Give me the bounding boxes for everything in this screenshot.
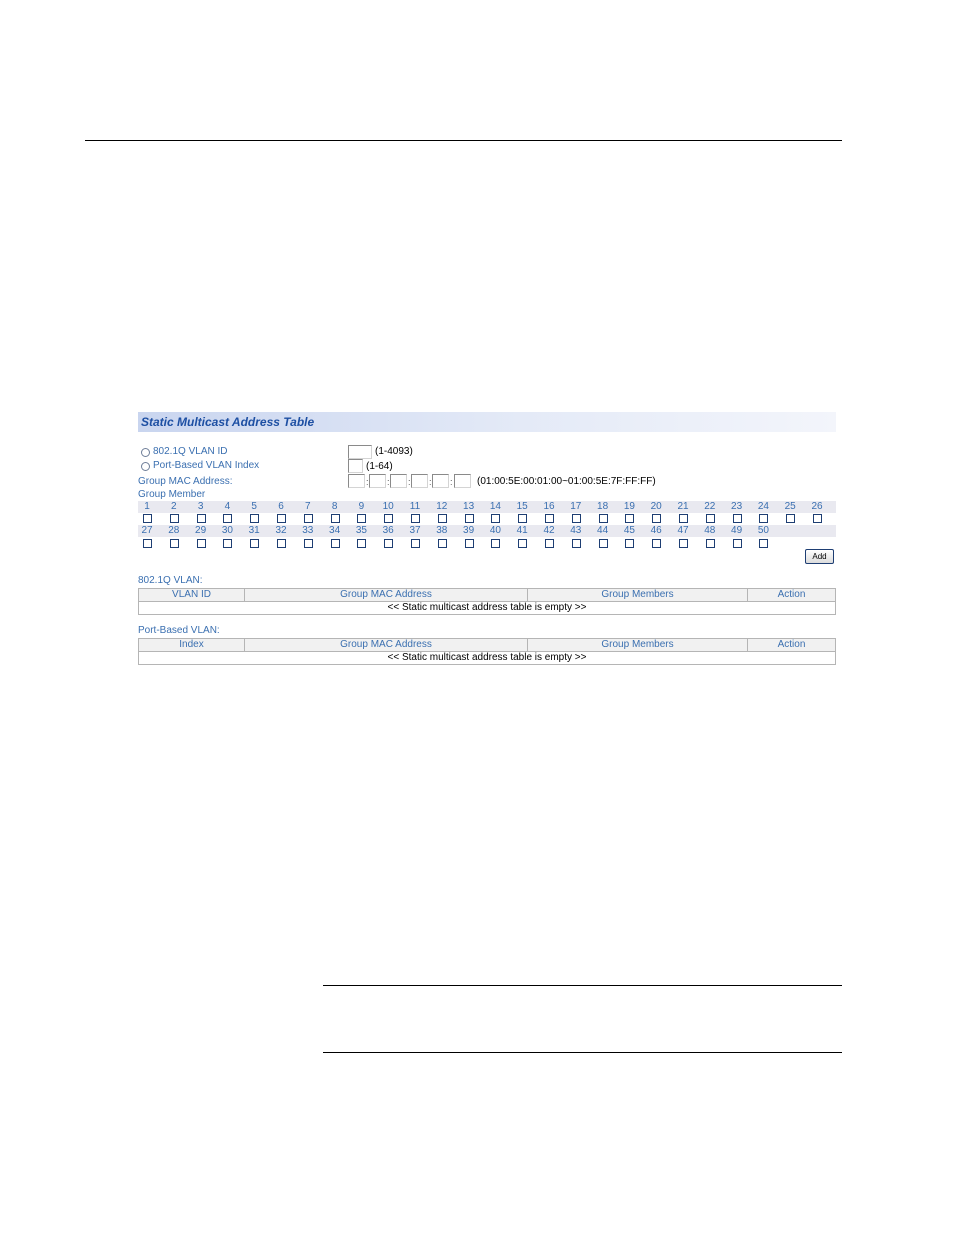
column-header-group-mac: Group MAC Address xyxy=(245,589,528,602)
mac-octet-3-input[interactable] xyxy=(390,474,407,488)
port-index-radio[interactable] xyxy=(141,462,150,471)
port-checkbox[interactable] xyxy=(170,514,179,523)
port-number-label: 40 xyxy=(489,525,501,536)
mac-separator: : xyxy=(366,477,369,487)
port-number-label: 38 xyxy=(436,525,448,536)
port-number-label: 16 xyxy=(543,501,555,512)
port-number-label: 7 xyxy=(305,501,311,512)
port-number-label: 21 xyxy=(677,501,689,512)
mac-separator: : xyxy=(408,477,411,487)
port-checkbox[interactable] xyxy=(384,539,393,548)
port-number-label: 35 xyxy=(355,525,367,536)
mac-octet-5-input[interactable] xyxy=(432,474,449,488)
port-number-label: 15 xyxy=(516,501,528,512)
mac-separator: : xyxy=(387,477,390,487)
mac-octet-6-input[interactable] xyxy=(454,474,471,488)
port-checkbox[interactable] xyxy=(411,539,420,548)
port-number-label: 39 xyxy=(463,525,475,536)
port-index-input[interactable] xyxy=(348,459,363,473)
port-checkbox[interactable] xyxy=(491,539,500,548)
port-checkbox[interactable] xyxy=(572,514,581,523)
port-number-label: 6 xyxy=(278,501,284,512)
port-checkbox[interactable] xyxy=(357,514,366,523)
port-number-label: 3 xyxy=(197,501,204,512)
port-number-label: 23 xyxy=(731,501,743,512)
vlan-id-input[interactable] xyxy=(348,445,372,459)
port-checkbox[interactable] xyxy=(759,539,768,548)
port-number-label: 22 xyxy=(704,501,716,512)
port-checkbox[interactable] xyxy=(438,539,447,548)
port-checkbox[interactable] xyxy=(223,514,232,523)
column-header-action: Action xyxy=(748,639,836,652)
port-index-range: (1-64) xyxy=(366,461,393,472)
mac-separator: : xyxy=(450,477,453,487)
port-checkbox[interactable] xyxy=(357,539,366,548)
vlan-multicast-table xyxy=(138,588,836,615)
port-checkbox[interactable] xyxy=(518,539,527,548)
port-number-label: 29 xyxy=(195,525,207,536)
add-button[interactable]: Add xyxy=(805,549,834,564)
port-number-label: 14 xyxy=(489,501,501,512)
port-checkbox[interactable] xyxy=(438,514,447,523)
port-checkbox[interactable] xyxy=(652,514,661,523)
port-number-label: 13 xyxy=(463,501,475,512)
title-bar xyxy=(138,412,836,432)
port-checkbox[interactable] xyxy=(197,539,206,548)
mac-address-label: Group MAC Address: xyxy=(138,476,233,487)
port-index-label: Port-Based VLAN Index xyxy=(153,460,260,471)
note-top-rule xyxy=(323,985,842,986)
port-checkbox[interactable] xyxy=(733,539,742,548)
vlan-table-label: 802.1Q VLAN: xyxy=(138,575,203,586)
header-rule xyxy=(85,140,842,141)
port-checkbox[interactable] xyxy=(599,539,608,548)
column-header-vlan-id: VLAN ID xyxy=(139,589,245,602)
port-number-label: 36 xyxy=(382,525,394,536)
port-number-label: 2 xyxy=(171,501,177,512)
column-header-action: Action xyxy=(748,589,836,602)
port-number-label: 42 xyxy=(543,525,555,536)
port-number-label: 50 xyxy=(757,525,769,536)
table-header-row xyxy=(139,589,836,602)
port-checkbox[interactable] xyxy=(545,539,554,548)
port-checkbox[interactable] xyxy=(491,514,500,523)
port-number-label: 47 xyxy=(677,525,689,536)
note-bottom-rule xyxy=(323,1052,842,1053)
column-header-group-mac: Group MAC Address xyxy=(245,639,528,652)
port-number-label: 34 xyxy=(329,525,341,536)
port-number-label: 46 xyxy=(650,525,662,536)
mac-octet-4-input[interactable] xyxy=(411,474,428,488)
port-checkbox[interactable] xyxy=(679,514,688,523)
port-number-label: 10 xyxy=(382,501,394,512)
port-checkbox[interactable] xyxy=(170,539,179,548)
port-number-label: 19 xyxy=(623,501,635,512)
port-number-label: 32 xyxy=(275,525,287,536)
port-checkbox[interactable] xyxy=(625,539,634,548)
mac-address-range: (01:00:5E:00:01:00~01:00:5E:7F:FF:FF) xyxy=(477,476,656,487)
mac-separator: : xyxy=(429,477,432,487)
column-header-index: Index xyxy=(139,639,245,652)
port-number-label: 28 xyxy=(168,525,180,536)
group-member-label: Group Member xyxy=(138,489,206,500)
port-number-label: 30 xyxy=(221,525,233,536)
port-number-label: 12 xyxy=(436,501,448,512)
port-checkbox[interactable] xyxy=(706,514,715,523)
empty-table-message: << Static multicast address table is empty >> xyxy=(139,652,836,665)
port-checkbox[interactable] xyxy=(411,514,420,523)
port-checkbox[interactable] xyxy=(786,514,795,523)
vlan-id-radio[interactable] xyxy=(141,448,150,457)
port-number-label: 17 xyxy=(570,501,582,512)
port-checkbox[interactable] xyxy=(331,539,340,548)
port-number-label: 5 xyxy=(251,501,257,512)
port-checkbox[interactable] xyxy=(331,514,340,523)
port-checkbox[interactable] xyxy=(759,514,768,523)
port-number-label: 43 xyxy=(570,525,582,536)
port-checkbox[interactable] xyxy=(304,539,313,548)
table-header-row xyxy=(139,639,836,652)
static-multicast-panel xyxy=(138,412,836,672)
port-number-label: 41 xyxy=(516,525,528,536)
port-number-label: 31 xyxy=(248,525,260,536)
table-row xyxy=(139,652,836,665)
port-number-label: 9 xyxy=(358,501,365,512)
port-number-label: 8 xyxy=(331,501,338,512)
port-checkbox[interactable] xyxy=(813,514,822,523)
port-checkbox[interactable] xyxy=(143,514,152,523)
port-checkbox[interactable] xyxy=(250,514,259,523)
port-number-label: 45 xyxy=(623,525,635,536)
empty-table-message: << Static multicast address table is empty >> xyxy=(139,602,836,615)
port-checkbox[interactable] xyxy=(679,539,688,548)
port-number-label: 37 xyxy=(409,525,421,536)
port-checkbox[interactable] xyxy=(277,514,286,523)
port-checkbox[interactable] xyxy=(652,539,661,548)
port-number-label: 20 xyxy=(650,501,662,512)
port-checkbox[interactable] xyxy=(250,539,259,548)
port-number-label: 4 xyxy=(224,501,231,512)
mac-octet-1-input[interactable] xyxy=(348,474,365,488)
port-checkbox[interactable] xyxy=(223,539,232,548)
port-checkbox[interactable] xyxy=(572,539,581,548)
port-number-label: 25 xyxy=(784,501,796,512)
port-number-label: 49 xyxy=(731,525,743,536)
port-checkbox[interactable] xyxy=(277,539,286,548)
table-row xyxy=(139,602,836,615)
port-number-label: 11 xyxy=(409,501,421,512)
port-number-label: 44 xyxy=(597,525,609,536)
port-checkbox[interactable] xyxy=(143,539,152,548)
port-vlan-multicast-table xyxy=(138,638,836,665)
port-number-label: 33 xyxy=(302,525,314,536)
port-number-label: 1 xyxy=(144,501,150,512)
port-checkbox[interactable] xyxy=(197,514,206,523)
port-checkbox[interactable] xyxy=(599,514,608,523)
port-checkbox[interactable] xyxy=(706,539,715,548)
page-title: Static Multicast Address Table xyxy=(141,415,315,429)
vlan-id-label: 802.1Q VLAN ID xyxy=(153,446,228,457)
port-checkbox[interactable] xyxy=(465,514,474,523)
port-checkbox[interactable] xyxy=(545,514,554,523)
port-checkbox[interactable] xyxy=(304,514,313,523)
port-vlan-table-label: Port-Based VLAN: xyxy=(138,625,220,636)
column-header-group-members: Group Members xyxy=(528,639,748,652)
port-checkbox[interactable] xyxy=(625,514,634,523)
port-checkbox[interactable] xyxy=(384,514,393,523)
port-number-label: 27 xyxy=(141,525,153,536)
port-checkbox[interactable] xyxy=(518,514,527,523)
mac-octet-2-input[interactable] xyxy=(369,474,386,488)
port-checkbox[interactable] xyxy=(465,539,474,548)
port-number-label: 48 xyxy=(704,525,716,536)
vlan-id-range: (1-4093) xyxy=(375,446,413,457)
port-number-label: 18 xyxy=(597,501,609,512)
port-checkbox[interactable] xyxy=(733,514,742,523)
column-header-group-members: Group Members xyxy=(528,589,748,602)
port-number-label: 26 xyxy=(811,501,823,512)
port-number-label: 24 xyxy=(757,501,769,512)
